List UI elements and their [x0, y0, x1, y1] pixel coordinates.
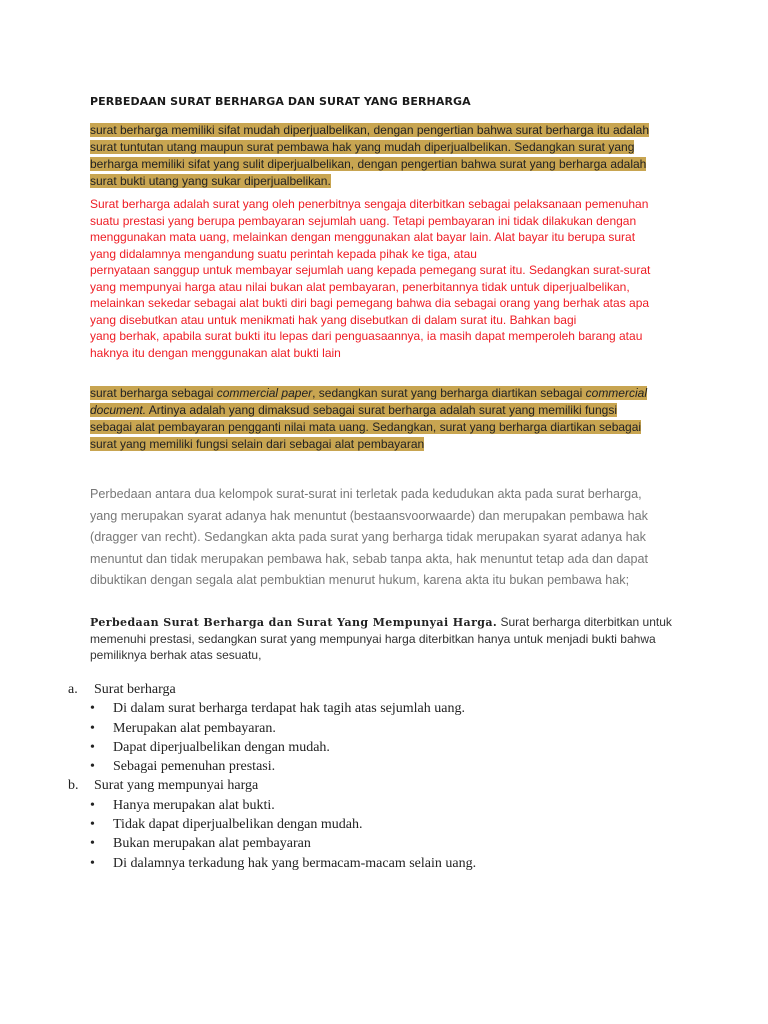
text-line: memenuhi prestasi, sedangkan surat yang mempunyai harga diterbitkan hanya untuk menjadi bukti bahwa — [90, 632, 656, 646]
list-item — [68, 719, 708, 738]
text-line: menuntut dan tidak merupakan pembawa hak, sebab tanpa akta, hak menuntut tetap ada dan dapat — [90, 551, 649, 566]
text-line: pernyataan sanggup untuk membayar sejumlah uang kepada pemegang surat itu. Sedangkan surat-surat — [90, 263, 651, 277]
text-line: suatu prestasi yang berupa pembayaran sejumlah uang. Tetapi pembayaran ini tidak dilakukan dengan — [90, 213, 637, 228]
list-item-text: Di dalamnya terkadung hak yang bermacam-macam selain uang. — [113, 855, 477, 871]
highlighted-paragraph-1 — [90, 122, 676, 190]
text-line: yang berhak, apabila surat bukti itu lepas dari penguasaannya, ia masih dapat memperoleh barang atau — [90, 329, 643, 343]
bullet-icon: • — [90, 739, 95, 755]
text-line: Surat berharga adalah surat yang oleh penerbitnya sengaja diterbitkan sebagai pelaksanaan pemenuhan — [90, 197, 649, 211]
text-line: menggunakan mata uang, melainkan dengan menggunakan alat bayar lain. Alat bayar itu berupa surat — [90, 230, 636, 244]
list-item-text: Bukan merupakan alat pembayaran — [113, 836, 311, 852]
list-item-text: Sebagai pemenuhan prestasi. — [113, 759, 276, 775]
text-line: (dragger van recht). Sedangkan akta pada surat yang berharga tidak merupakan syarat adanya hak — [90, 530, 646, 544]
text-run: Surat berharga diterbitkan untuk — [497, 615, 672, 629]
list-item — [68, 834, 708, 853]
list-item-text: Dapat diperjualbelikan dengan mudah. — [113, 739, 330, 755]
text-line: Perbedaan antara dua kelompok surat-surat ini terletak pada kedudukan akta pada surat berharga, — [90, 487, 642, 501]
text-line: dibuktikan dengan segala alat pembuktian menurut hukum, karena akta itu bukan pembawa hak; — [90, 573, 630, 587]
list-item — [68, 854, 708, 873]
bullet-icon: • — [90, 855, 95, 871]
text-line: yang disebutkan atau untuk menikmati hak yang disebutkan di dalam surat itu. Bahkan bagi — [90, 312, 577, 327]
bullet-icon: • — [90, 759, 95, 775]
comparison-list — [68, 680, 708, 873]
text-line: yang merupakan syarat adanya hak menuntut (bestaansvoorwaarde) dan merupakan pembawa hak — [90, 508, 648, 523]
list-marker: b. — [68, 778, 79, 794]
list-item-text: Tidak dapat diperjualbelikan dengan mudah. — [113, 817, 363, 833]
bullet-icon: • — [90, 701, 95, 717]
text-line: yang mempunyai harga atau nilai bukan alat pembayaran, penerbitannya tidak untuk diperjualbelikan, — [90, 279, 630, 294]
bullet-icon: • — [90, 836, 95, 852]
list-item — [68, 757, 708, 776]
text-line: surat tuntutan utang maupun surat pembawa hak yang mudah diperjualbelikan. Sedangkan surat yang — [90, 140, 635, 154]
text-line: haknya itu dengan menggunakan alat bukti lain — [90, 345, 341, 360]
page-title: PERBEDAAN SURAT BERHARGA DAN SURAT YANG BERHARGA — [90, 95, 471, 108]
bullet-icon: • — [90, 817, 95, 833]
list-item — [68, 796, 708, 815]
text-line: surat bukti utang yang sukar diperjualbelikan. — [90, 174, 331, 188]
list-marker: a. — [68, 682, 78, 697]
comparison-paragraph — [90, 614, 690, 663]
text-run: , sedangkan surat yang berharga diartikan sebagai — [312, 386, 586, 400]
list-item — [68, 815, 708, 834]
list-item — [68, 738, 708, 757]
bullet-icon: • — [90, 797, 95, 813]
text-line: pemiliknya berhak atas sesuatu, — [90, 648, 262, 662]
list-item-text: Hanya merupakan alat bukti. — [113, 797, 275, 813]
list-heading: Surat berharga — [94, 682, 176, 697]
list-item — [68, 699, 708, 718]
bullet-icon: • — [90, 720, 95, 736]
text-line: berharga memiliki sifat yang sulit diperjualbelikan, dengan pengertian bahwa surat yang berharga adalah — [90, 157, 647, 171]
italic-term: commercial — [585, 386, 647, 400]
text-run: Artinya adalah yang dimaksud sebagai surat berharga adalah surat yang memiliki fungsi — [146, 403, 617, 417]
text-line: surat berharga memiliki sifat mudah diperjualbelikan, dengan pengertian bahwa surat berharga itu adalah — [90, 123, 650, 137]
text-line — [90, 403, 617, 417]
list-item-text: Di dalam surat berharga terdapat hak tagih atas sejumlah uang. — [113, 701, 465, 717]
highlighted-paragraph-2 — [90, 385, 676, 453]
lead-heading: Perbedaan Surat Berharga dan Surat Yang Mempunyai Harga. — [90, 616, 498, 629]
text-line: sebagai alat pembayaran pengganti nilai mata uang. Sedangkan, surat yang berharga diartikan sebagai — [90, 420, 642, 434]
list-section-a — [68, 680, 708, 699]
text-line: melainkan sekedar sebagai alat bukti diri bagi pemegang bahwa dia sebagai orang yang berhak atas apa — [90, 296, 650, 310]
text-line: yang didalamnya mengandung suatu perintah kepada pihak ke tiga, atau — [90, 246, 477, 261]
list-heading: Surat yang mempunyai harga — [94, 778, 259, 794]
list-item-text: Merupakan alat pembayaran. — [113, 720, 276, 736]
text-run: surat berharga sebagai — [90, 386, 217, 400]
list-section-b — [68, 776, 708, 795]
text-line: surat yang memiliki fungsi selain dari sebagai alat pembayaran — [90, 437, 425, 451]
text-line — [90, 386, 647, 400]
italic-term: commercial paper — [216, 386, 313, 400]
italic-term: document. — [90, 403, 147, 417]
gray-paragraph — [90, 484, 690, 592]
text-line — [90, 614, 690, 631]
red-paragraph — [90, 196, 690, 361]
